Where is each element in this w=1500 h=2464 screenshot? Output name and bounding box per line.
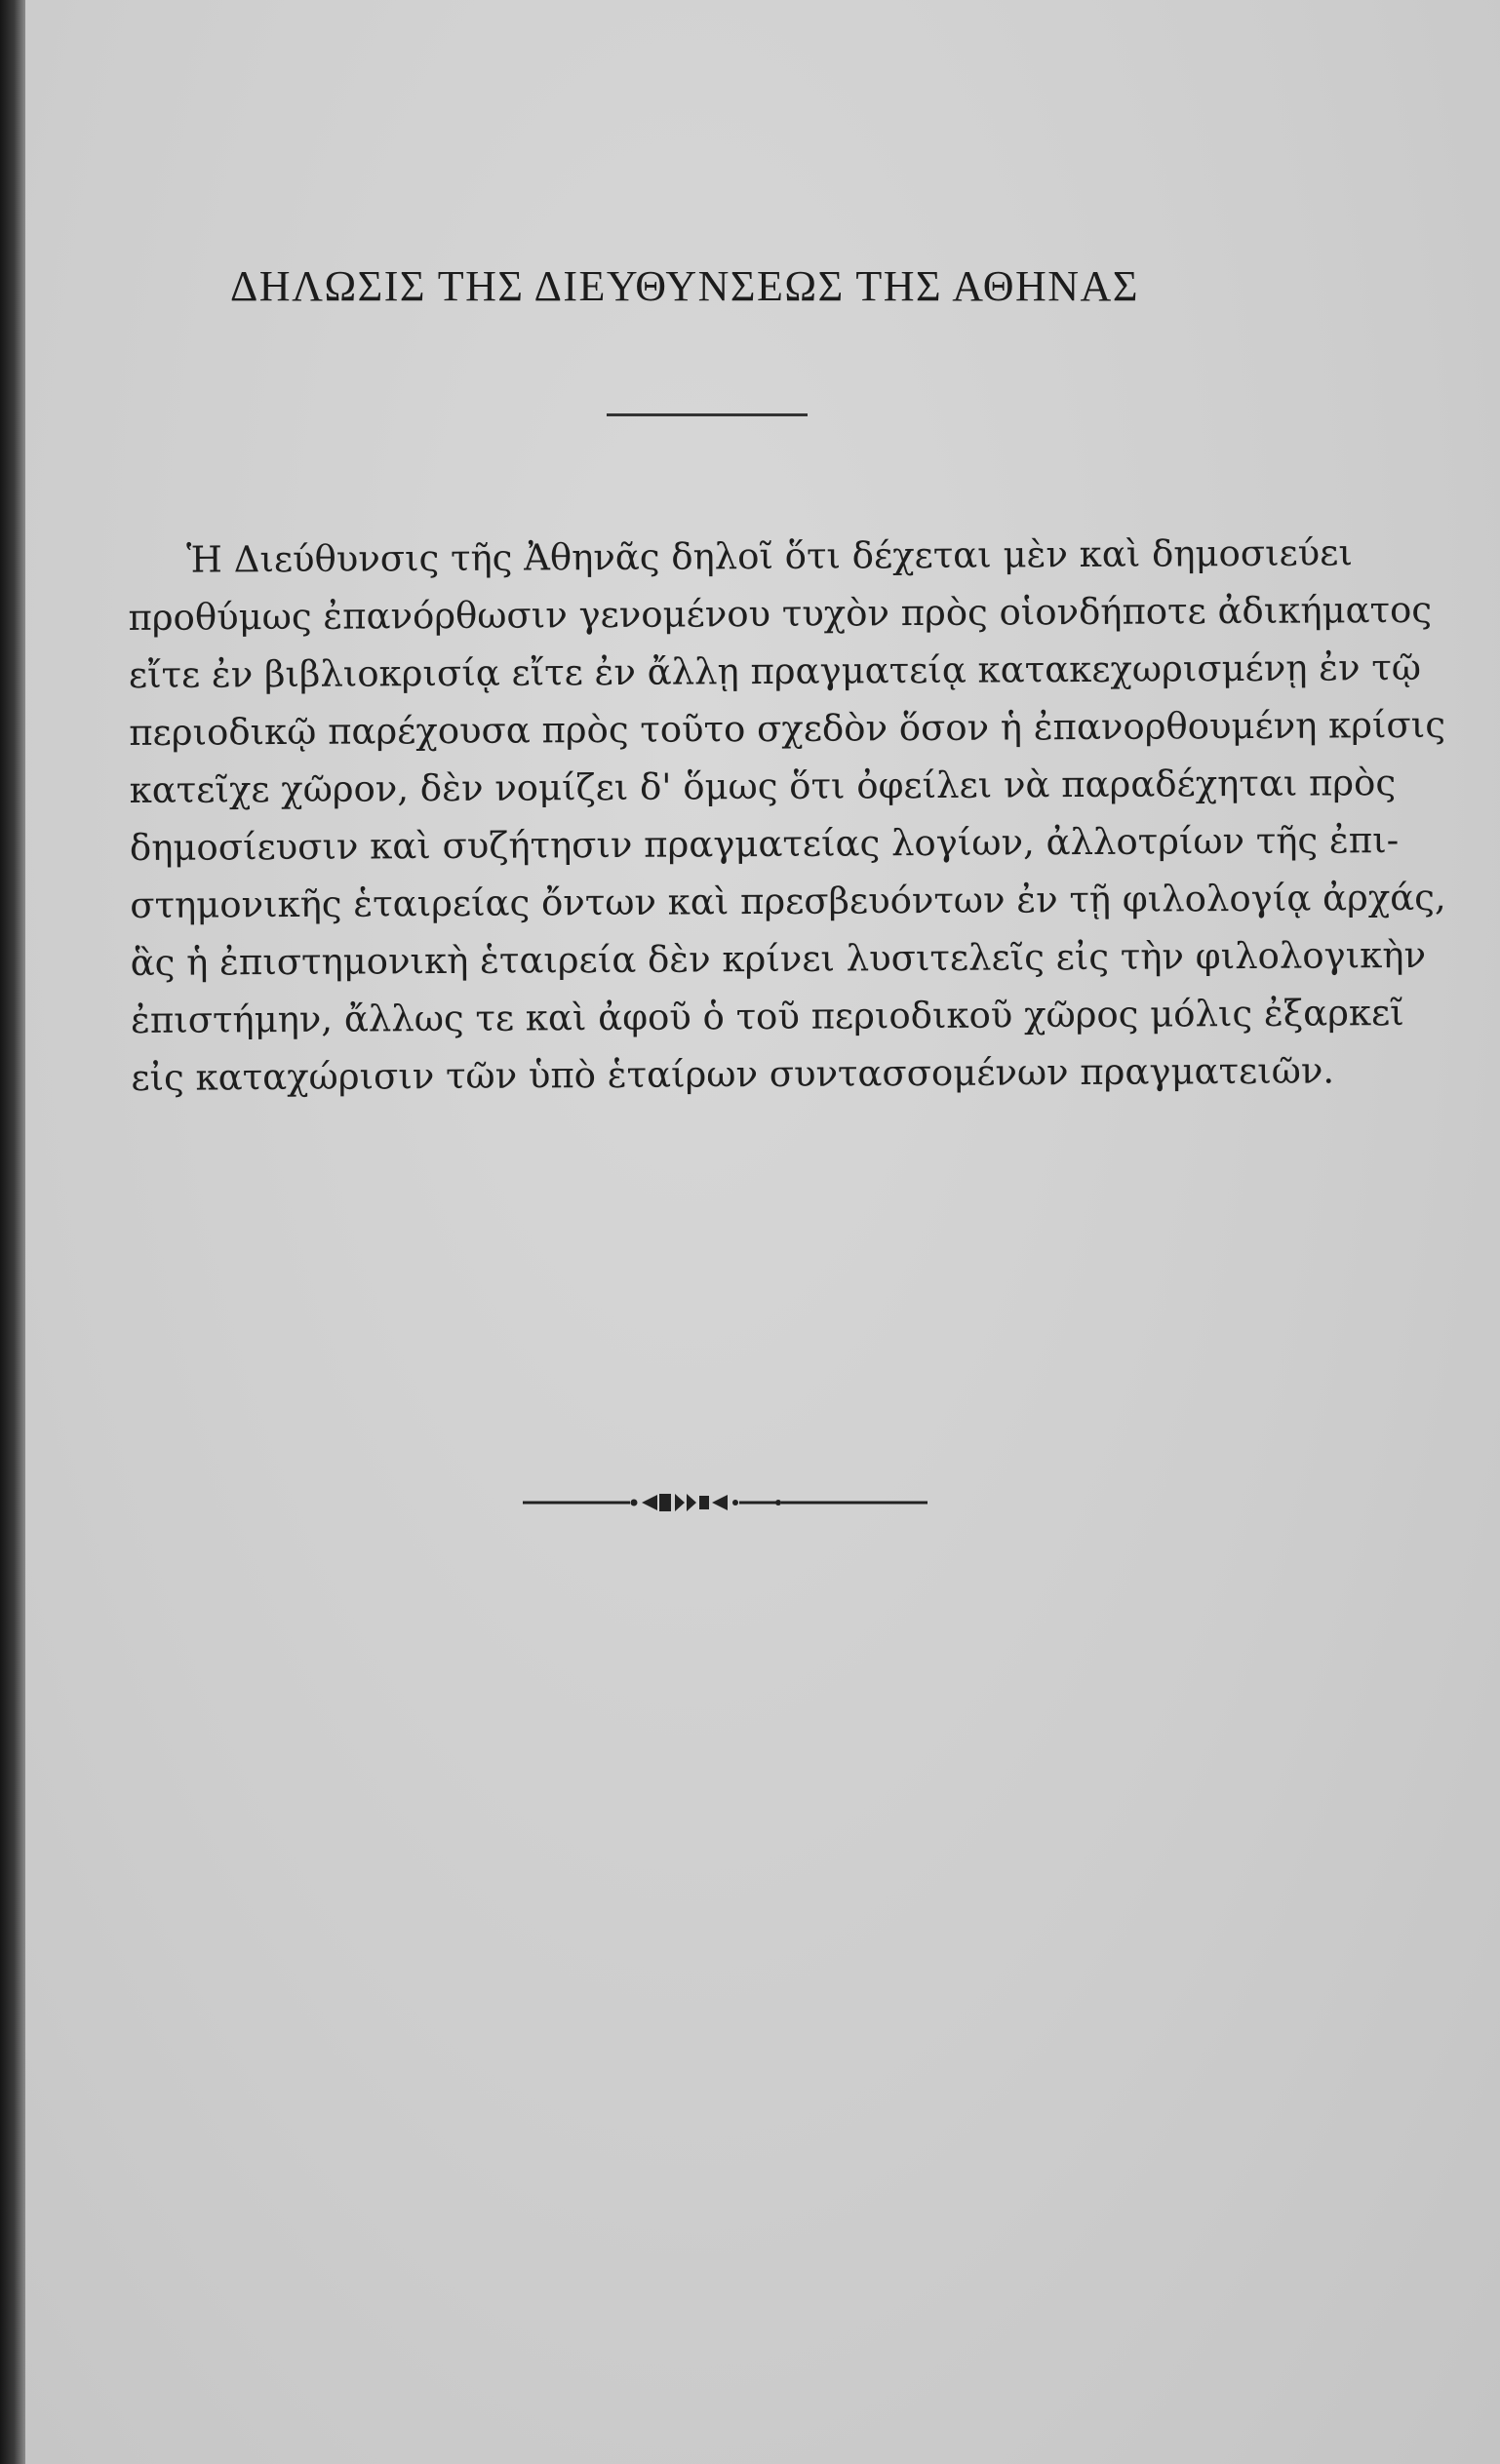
declaration-paragraph [128,524,1446,1107]
end-ornament-icon [523,1487,928,1516]
paragraph-line: Ἡ Διεύθυνσις τῆς Ἀθηνᾶς δηλοῖ ὅτι δέχεται μὲν καὶ δημοσιεύει [186,531,1354,581]
paragraph-line: ἃς ἡ ἐπιστημονικὴ ἑταιρεία δὲν κρίνει λυσιτελεῖς εἰς τὴν φιλολογικὴν [130,933,1427,984]
paragraph-line: κατεῖχε χῶρον, δὲν νομίζει δ' ὅμως ὅτι ὀφείλει νὰ παραδέχηται πρὸς [129,762,1397,811]
paragraph-line: προθύμως ἐπανόρθωσιν γενομένου τυχὸν πρὸς οἱονδήποτε ἀδικήματος [128,588,1433,639]
paragraph-line: εἴτε ἐν βιβλιοκρισίᾳ εἴτε ἐν ἄλλῃ πραγματείᾳ κατακεχωρισμένῃ ἐν τῷ [128,645,1422,696]
title-divider [607,413,808,416]
page-title: ΔΗΛΩΣΙΣ ΤΗΣ ΔΙΕΥΘΥΝΣΕΩΣ ΤΗΣ ΑΘΗΝΑΣ [230,262,1139,310]
paragraph-line: ἐπιστήμην, ἄλλως τε καὶ ἀφοῦ ὁ τοῦ περιοδικοῦ χῶρος μόλις ἐξαρκεῖ [130,992,1404,1041]
scan-binding-edge [0,0,25,2464]
paragraph-line: περιοδικῷ παρέχουσα πρὸς τοῦτο σχεδὸν ὅσον ἡ ἐπανορθουμένη κρίσις [129,703,1446,754]
paragraph-line: δημοσίευσιν καὶ συζήτησιν πραγματείας λογίων, ἀλλοτρίων τῆς ἐπι- [129,819,1400,869]
page [25,0,1500,2464]
paragraph-line: στημονικῆς ἑταιρείας ὄντων καὶ πρεσβευόντων ἐν τῇ φιλολογίᾳ ἀρχάς, [130,876,1446,926]
paragraph-line: εἰς καταχώρισιν τῶν ὑπὸ ἑταίρων συντασσομένων πραγματειῶν. [131,1049,1335,1099]
